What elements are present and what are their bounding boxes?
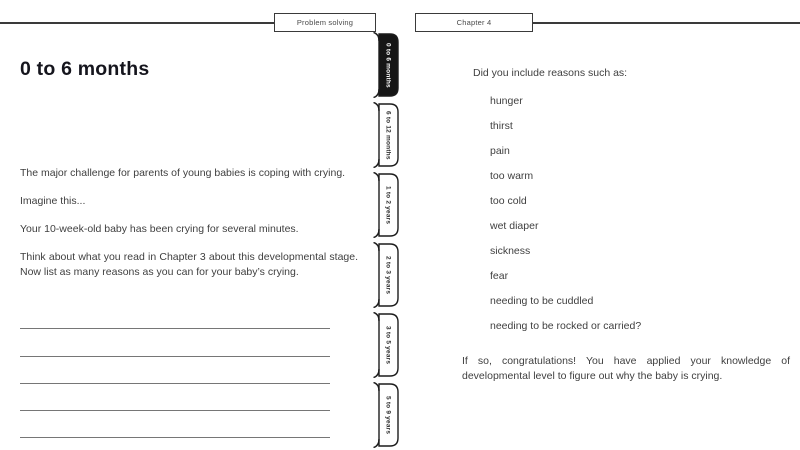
reason-item: too cold [490,195,527,207]
running-head-right-label: Chapter 4 [456,18,492,27]
writing-line [20,384,330,411]
paragraph: Think about what you read in Chapter 3 about this developmental stage. Now list as many reasons as you can for your baby’s crying. [20,251,358,278]
age-tabs-column [372,0,400,450]
tab-0-to-6-months[interactable] [372,32,400,98]
reason-item: hunger [490,95,523,107]
paragraph: Imagine this... [20,195,86,207]
writing-line [20,357,330,384]
reason-item: wet diaper [490,220,539,232]
left-page [0,0,370,450]
tab-1-to-2-years[interactable] [372,172,400,238]
page-title: 0 to 6 months [20,58,150,80]
writing-line [20,411,330,438]
left-page-body [20,166,358,293]
closing-text: If so, congratulations! You have applied your knowledge of developmental level to figure out why the baby is crying. [462,355,790,382]
tab-3-to-5-years[interactable] [372,312,400,378]
tab-label: 5 to 9 years [384,395,392,435]
reason-list [490,94,641,344]
writing-lines-area [20,302,330,438]
tab-label: 6 to 12 months [384,110,392,160]
reason-item: pain [490,145,510,157]
right-page [410,0,800,450]
writing-line [20,329,330,356]
paragraph: Your 10-week-old baby has been crying for several minutes. [20,223,299,235]
tab-label: 0 to 6 months [384,42,392,88]
reason-item: needing to be cuddled [490,295,594,307]
reason-item: needing to be rocked or carried? [490,320,642,332]
tab-label: 3 to 5 years [384,325,392,365]
running-head-left-label: Problem solving [296,18,354,27]
writing-line [20,302,330,329]
tab-2-to-3-years[interactable] [372,242,400,308]
tab-label: 1 to 2 years [384,185,392,225]
tab-6-to-12-months[interactable] [372,102,400,168]
paragraph: The major challenge for parents of young babies is coping with crying. [20,167,346,179]
reason-item: thirst [490,120,513,132]
reason-item: too warm [490,170,534,182]
tab-5-to-9-years[interactable] [372,382,400,448]
reason-item: sickness [490,245,531,257]
tab-label: 2 to 3 years [384,255,392,295]
reason-item: fear [490,270,509,282]
intro-text: Did you include reasons such as: [473,67,628,79]
